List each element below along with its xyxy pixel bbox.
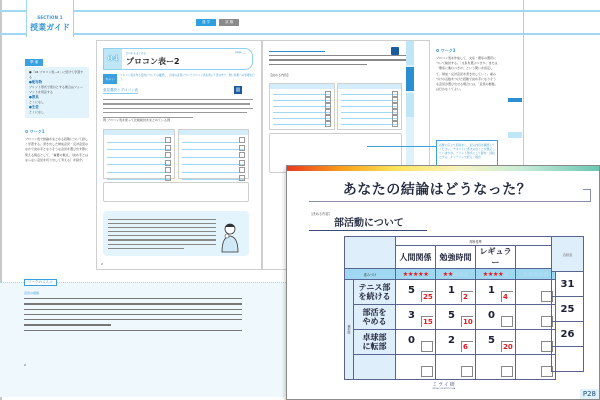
lesson-header — [103, 48, 253, 70]
aim-tag: ねらい — [103, 74, 117, 84]
total-column — [551, 236, 584, 372]
prep-tag: 準 備 — [25, 59, 43, 66]
option-name: 卓球部 に転部 — [354, 330, 396, 355]
check-box — [103, 211, 249, 256]
weight-stars: ☆☆☆☆☆ — [516, 269, 556, 280]
instruction-lines — [269, 51, 409, 68]
presentation-slide — [286, 165, 600, 400]
gear-icon: ✪ — [436, 48, 441, 53]
example-label: 例 プロコン表を使って比較検討をまとめている例 — [103, 118, 170, 122]
criterion-name: 勉強時間 — [436, 246, 476, 269]
con-column — [337, 83, 403, 130]
score-cell — [436, 355, 476, 380]
header-badges — [196, 19, 239, 26]
lesson-number: 04 — [104, 49, 122, 69]
decision-matrix — [344, 236, 556, 380]
chapter-tab — [508, 98, 522, 102]
score-cell — [516, 355, 556, 380]
title-underline — [309, 201, 591, 202]
score-cell — [476, 355, 516, 380]
weight-stars: ★★☆☆☆ — [436, 269, 476, 280]
score-cell: 2 6 — [436, 330, 476, 355]
chart-icon: ▥ — [235, 87, 241, 93]
index-tab-active[interactable] — [406, 67, 414, 91]
section-label: SECTION 1 — [37, 15, 63, 20]
work-tips-subhead: 意見の根拠 — [24, 291, 40, 295]
prep-item-text: とくになし — [29, 110, 45, 114]
prep-item-head: ●教具 — [29, 95, 39, 99]
page-divider — [523, 0, 524, 165]
score-cell — [516, 305, 556, 330]
total-header: 合計点 — [552, 237, 584, 272]
total-value: 26 — [552, 322, 584, 347]
total-value: 31 — [552, 272, 584, 297]
criterion-name: レギュラー — [476, 246, 516, 269]
callout-leader-line — [367, 146, 436, 147]
student-illustration-icon — [219, 221, 241, 253]
pro-column — [103, 129, 175, 179]
conclusion-box — [103, 182, 249, 202]
work-tips-band — [0, 282, 288, 397]
total-value: 25 — [552, 297, 584, 322]
guide-right-column — [436, 48, 498, 92]
prep-box — [25, 67, 89, 118]
score-cell — [516, 330, 556, 355]
page-number: 2 — [24, 363, 26, 367]
option-name: 部活を やめる — [354, 305, 396, 330]
weight-stars: ★★★★★ — [396, 269, 436, 280]
topic-underline — [309, 230, 427, 231]
slide-gradient-stripe — [287, 166, 599, 171]
callout-note: 必要に応じて回収をし、記入内容を確認してください。テキストに書き込むことを想定していますが、プリント形式にして配布・回収とする、オンラインで記入・提出 — [436, 140, 498, 166]
weight-stars: ★★★★☆ — [476, 269, 516, 280]
form-label: 【決める内容】 — [269, 73, 291, 77]
prep-item-head: ●生徒 — [29, 105, 39, 109]
option-name: テニス部 を続ける — [354, 280, 396, 305]
slide-title: あなたの結論はどうなった？ — [342, 182, 532, 198]
aim-text: プロコン表を作る目的についての確認し、自身の意見についてプロコン表を用いて表の作り、短い結果への処理を行う。 — [120, 74, 255, 81]
work-tips-tag: ワークのススメ — [24, 279, 57, 286]
chapter-tab-04 — [508, 132, 522, 138]
guide-left-column — [25, 48, 89, 163]
score-cell: 0 — [396, 330, 436, 355]
prep-item-text: とくになし — [29, 100, 45, 104]
index-tab[interactable] — [406, 41, 414, 65]
matrix-corner — [345, 237, 396, 269]
score-cell: 5 25 — [396, 280, 436, 305]
header-rule-bottom — [0, 33, 600, 35]
score-cell: 1 4 — [476, 280, 516, 305]
criterion-name: 人間関係 — [396, 246, 436, 269]
score-cell: 3 15 — [396, 305, 436, 330]
criteria-header: 判断基準 — [396, 237, 556, 246]
index-tab[interactable] — [406, 93, 414, 117]
work-tips-text-lines — [24, 298, 242, 335]
weight-label: 重みづけ — [345, 269, 396, 280]
topic-label: ［決める内容］ — [309, 212, 333, 216]
title-bracket — [583, 189, 591, 202]
score-cell: 5 20 — [476, 330, 516, 355]
work1-text: プロコン表で結論をまとめる段階について詳しく学習する。書き出した賛成意見・反対意見のなかで決め手となりそうな意見を選び出す際に使える視点として、「重要の視点」（決め手とはならない意見を切り出して考える）を紹介。 — [25, 137, 89, 162]
logo-text: ミライ研 — [432, 382, 456, 388]
procon-example-table — [103, 129, 249, 179]
score-cell: 5 10 — [436, 305, 476, 330]
pro-column — [269, 83, 335, 130]
score-cell — [396, 355, 436, 380]
work1-heading — [25, 129, 89, 135]
work2-heading — [436, 48, 498, 54]
header-rule-top — [0, 10, 600, 12]
lesson-subtitle: おのれをまとめる — [126, 52, 147, 55]
con-column — [178, 129, 250, 179]
lesson-subhead: 意見選択とプロコン表 — [103, 88, 138, 92]
score-cell: 1 2 — [436, 280, 476, 305]
section-tab — [26, 0, 74, 37]
criterion-name-empty — [516, 246, 556, 269]
publisher-logo — [287, 381, 600, 390]
work1-title: ワーク1 — [29, 129, 45, 134]
badge-tsugaku: 通 学 — [196, 19, 216, 26]
options-side-label: 選択肢 — [345, 280, 354, 380]
gear-icon: ✪ — [25, 129, 30, 134]
topic-title: 部活動について — [334, 218, 404, 229]
badge-shiken: 試 験 — [219, 19, 239, 26]
prep-item-head: ●配布物 — [29, 80, 43, 84]
lesson-page-ref: page ___ — [235, 51, 246, 54]
score-cell — [516, 280, 556, 305]
option-name-empty — [354, 355, 396, 380]
prep-item-text: プリント形式で使おとする場合はフォーマットを用意する — [29, 85, 83, 94]
section-title: 授業ガイド — [30, 23, 70, 32]
work2-title: ワーク2 — [440, 48, 456, 53]
prep-item-text: ●「04 プロコン表ー2」に続けて学習する — [29, 70, 84, 79]
procon-blank-table — [269, 83, 402, 130]
textbook-page-left — [96, 40, 262, 270]
work2-text: プロコン表を作成して、文系・理系の選択について検討する。「文系を選ぶべきか」または「理系に進むべきか」という問いを設定して、賛成・反対意見を書き出していく。重みづけの点数をつけた段階で決め手になりそうな意見が選び出せる場合には、「意見の根拠」は行わなくてよい。 — [436, 56, 498, 92]
lesson-title: プロコン表ー2 — [126, 57, 180, 66]
page-number: 2 — [101, 262, 103, 266]
slide-page-badge: P28 — [580, 389, 599, 399]
total-value-empty — [552, 347, 584, 372]
score-cell: 0 — [476, 305, 516, 330]
logo-subtext: MIRAI KENKYUSHA — [432, 388, 456, 390]
